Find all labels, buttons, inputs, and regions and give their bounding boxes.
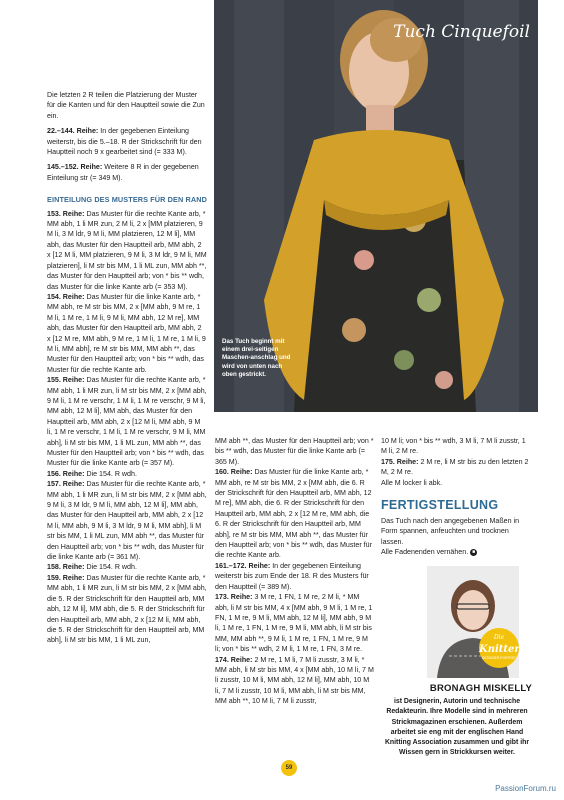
photo-caption: Das Tuch beginnt mit einem drei-seitigen Maschen-anschlag und wird von unten nach oben gestrickt. bbox=[222, 338, 291, 378]
instruction-paragraph bbox=[215, 467, 375, 561]
section-heading: EINTEILUNG DES MUSTERS FÜR DEN RAND bbox=[47, 195, 207, 205]
row-label: 160. Reihe: bbox=[215, 468, 253, 477]
row-text: Die 154. R wdh. bbox=[84, 469, 137, 478]
row-label: 155. Reihe: bbox=[47, 376, 85, 385]
row-text: Die 154. R wdh. bbox=[84, 563, 137, 572]
instruction-paragraph bbox=[381, 457, 529, 478]
row-text: 2 M re, 1 M li, 7 M li zusstr, 3 M li, * MM abh, li M str bis MM, 4 x [MM abh, 10 M li, 7 M li zusstr, 10 M li, MM abh, 12 M li], MM abh, 10 M li, 7 M li zusstr, 10 M li, MM abh, li M str bis MM, MM abh **, 10 M li, 7 M li zusstr, bbox=[215, 655, 374, 706]
main-photo bbox=[214, 0, 538, 412]
row-text: Alle Fadenenden vernähen. bbox=[381, 548, 469, 557]
row-label: 157. Reihe: bbox=[47, 480, 85, 489]
instruction-paragraph bbox=[47, 126, 207, 157]
row-label: 161.–172. Reihe: bbox=[215, 561, 271, 570]
row-text: 3 M re, 1 FN, 1 M re, 2 M li, * MM abh, li M str bis MM, 4 x [MM abh, 9 M li, 1 M re, 1 FN, 1 M re, 9 M li, MM abh, 12 M li], MM abh, 9 M li, 1 M re, 1 FN, 1 M re, 9 M li, MM abh, li M str bis MM, MM abh **, 9 M li, 1 M re, 1 FN, 1 M re, 9 M li; von * bis ** wdh, 2 M li, 1 M re, 1 FN, 3 M re. bbox=[215, 593, 373, 654]
row-text: Das Muster für die rechte Kante arb, * MM abh, 1 li MR zun, li M str bis MM, 2 x [MM abh, die 5. R der Strickschrift für den Hauptteil arb, MM abh, 12 M li], MM abh, die 5. R der Strickschrift für den Hauptteil arb, MM abh, 2 x [12 M li, MM abh, die 5. R der Strickschrift für den Hauptteil arb, MM abh], li M str bis MM, 1 li ML zun, bbox=[47, 573, 207, 645]
instruction-paragraph bbox=[215, 561, 375, 592]
page-number: 59 bbox=[281, 760, 297, 776]
row-label: 145.–152. Reihe: bbox=[47, 163, 103, 172]
instruction-paragraph bbox=[47, 573, 207, 646]
row-text: Das Muster für die rechte Kante arb, * MM abh, 1 li MR zun, 2 M li, 2 x [MM platzieren, 9 M li, 3 M ldr, 9 M li, MM platzieren, 12 M li], MM abh, das Muster für den Hauptteil arb, MM abh, 2 x [12 M li, MM platzieren, 9 M li, 3 M ldr, 9 M li, MM platzieren], li M str bis MM, 1 li ML zun, MM abh **, das Muster für den Hauptteil arb; von * bis ** wdh, das Muster für die linke Kante arb (= 353 M). bbox=[47, 209, 207, 291]
row-text: Das Muster für die rechte Kante arb, * MM abh, 1 li MR zun, li M str bis MM, 2 x [MM abh, 9 M li, 1 M re verschr, 1 M li, 1 M re verschr, 9 M li, MM abh, 12 M li], MM abh, das Muster für den Hauptteil arb, MM abh, 2 x [12 M li, MM abh, 9 M li, 1 M re verschr, 1 M li, 1 M re verschr, 9 M li, MM abh], li M str bis MM, 1 li ML zun, MM abh **, das Muster für den Hauptteil arb; von * bis ** wdh, das Muster für die linke Kante arb (= 357 M). bbox=[47, 376, 207, 468]
row-text: 2 M re, li M str bis zu den letzten 2 M, 2 M re. bbox=[381, 457, 529, 477]
row-label: 22.–144. Reihe: bbox=[47, 127, 99, 136]
row-label: 174. Reihe: bbox=[215, 655, 253, 664]
designer-bio: ist Designerin, Autorin und technische Redakteurin. Ihre Modelle sind in mehreren Strickmagazinen erschienen. Außerdem arbeitet sie eng mit der englischen Hand Knitting Association zusammen und gibt ihr Wissen gern in Strickkursen weiter. bbox=[384, 698, 530, 757]
instruction-paragraph bbox=[215, 655, 375, 707]
row-text: Das Muster für die linke Kante arb, * MM abh, re M str bis MM, 2 x [MM abh, die 6. R der Strickschrift für den Hauptteil arb, MM abh, 12 M re], MM abh, die 6. R der Strickschrift für den Hauptteil arb, MM abh, 2 x [12 M re, MM abh, die 6. R der Strickschrift für den Hauptteil arb, MM abh], re M str bis MM, MM abh **, das Muster für den Hauptteil arb; von * bis ** wdh, das Muster für die rechte Kante arb. bbox=[215, 468, 372, 560]
designer-name: BRONAGH MISKELLY bbox=[429, 683, 532, 694]
die-knitter-badge bbox=[479, 628, 519, 668]
row-text: Das Muster für die linke Kante arb, * MM abh, re M str bis MM, 2 x [MM abh, 9 M re, 1 M li, 1 M re, 1 M li, 9 M li, MM abh, 12 M re], MM abh, das Muster für den Hauptteil arb, MM abh, 2 x [12 M re, MM abh, 9 M re, 1 M li, 1 M re, 1 M li, 9 M li, MM abh], re M str bis MM, MM abh **, das Muster für den Hauptteil arb; von * bis ** wdh, das Muster für die rechte Kante arb. bbox=[47, 292, 206, 374]
row-text: In der gegebenen Einteilung weiterstr bis zum Ende der 18. R des Musters für den Hauptteil (= 389 M). bbox=[215, 561, 369, 591]
row-label: 158. Reihe: bbox=[47, 563, 85, 572]
pattern-title: Tuch Cinquefoil bbox=[393, 22, 530, 42]
instruction-paragraph bbox=[47, 469, 207, 479]
row-label: 175. Reihe: bbox=[381, 457, 419, 466]
instruction-paragraph: Das Tuch nach den angegebenen Maßen in Form spannen, anfeuchten und trocknen lassen. bbox=[381, 517, 520, 546]
row-label: 154. Reihe: bbox=[47, 292, 85, 301]
instruction-paragraph bbox=[47, 292, 207, 375]
instruction-paragraph bbox=[215, 592, 375, 654]
instruction-paragraph: MM abh **, das Muster für den Hauptteil arb; von * bis ** wdh, das Muster für die linke Kante arb (= 365 M). bbox=[215, 437, 374, 466]
row-label: 156. Reihe: bbox=[47, 469, 85, 478]
badge-brand: Die Knitter bbox=[479, 634, 520, 655]
text-column-2 bbox=[215, 436, 375, 707]
instruction-paragraph bbox=[47, 562, 207, 572]
instruction-paragraph bbox=[47, 162, 207, 183]
instruction-paragraph bbox=[47, 209, 207, 292]
instruction-paragraph bbox=[47, 375, 207, 469]
row-label: 159. Reihe: bbox=[47, 573, 85, 582]
instruction-paragraph: Alle M locker li abk. bbox=[381, 478, 443, 487]
badge-subtitle: DESIGNER-PORTRÄT bbox=[481, 656, 516, 660]
end-mark-icon: ■ bbox=[472, 548, 476, 555]
text-column-3 bbox=[381, 436, 529, 558]
intro-paragraph: Die letzten 2 R teilen die Platzierung der Muster für die Kanten und für den Hauptteil sowie die Zun ein. bbox=[47, 91, 205, 120]
row-text: Weitere 8 R in der gegebenen Einteilung str (= 349 M). bbox=[47, 163, 199, 182]
section-heading-finishing: FERTIGSTELLUNG bbox=[381, 498, 499, 513]
text-column-1 bbox=[47, 90, 207, 646]
watermark: PassionForum.ru bbox=[495, 784, 556, 793]
row-text: In der gegebenen Einteilung weiterstr, bis die 5.–18. R der Strickschrift für den Hauptteil noch 9 x gearbeitet sind (= 333 M). bbox=[47, 127, 202, 157]
instruction-paragraph bbox=[381, 547, 529, 557]
row-label: 153. Reihe: bbox=[47, 209, 85, 218]
row-label: 173. Reihe: bbox=[215, 593, 253, 602]
instruction-paragraph: 10 M li; von * bis ** wdh, 3 M li, 7 M li zusstr, 1 M li, 2 M re. bbox=[381, 437, 526, 456]
instruction-paragraph bbox=[47, 479, 207, 562]
row-text: Das Muster für die rechte Kante arb, * MM abh, 1 li MR zun, li M str bis MM, 2 x [MM abh, 9 M li, 3 M ldr, 9 M li, MM abh, 12 M li], MM abh, das Muster für den Hauptteil arb, MM abh, 2 x [12 M li, MM abh, 9 M li, 3 M ldr, 9 M li, MM abh], li M str bis MM, 1 li ML zun, MM abh **, das Muster für den Hauptteil arb; von * bis ** wdh, das Muster für die linke Kante arb (= 361 M). bbox=[47, 480, 207, 562]
